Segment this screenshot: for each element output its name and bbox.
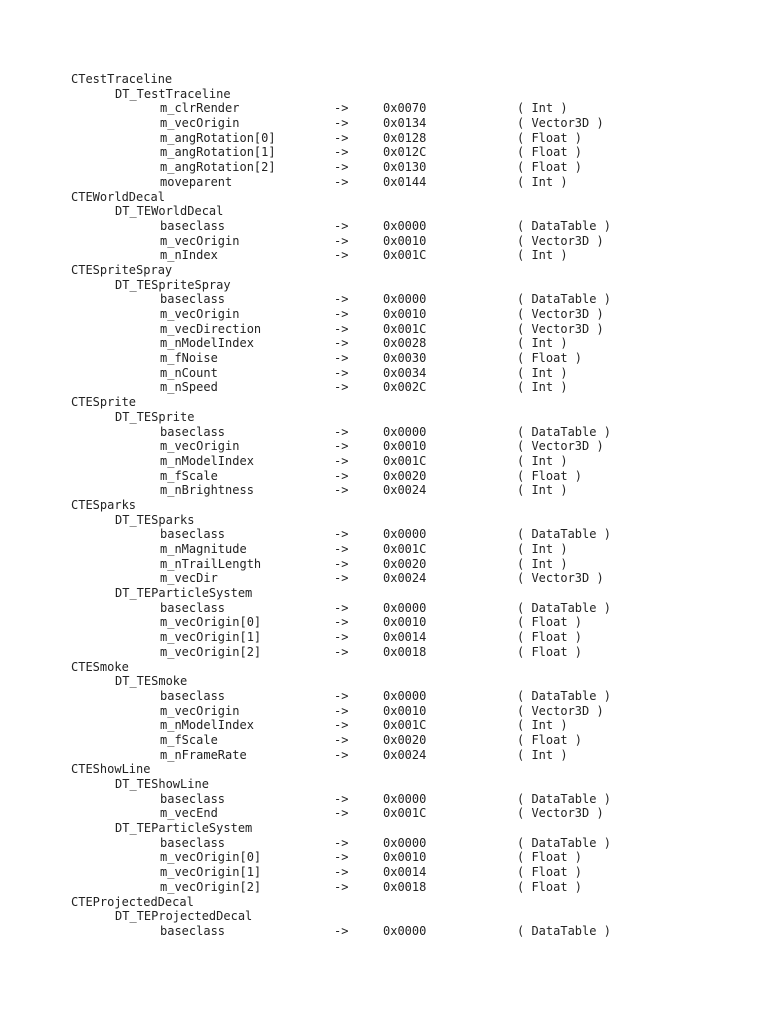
property-row	[0, 748, 768, 763]
property-type: ( Int )	[517, 380, 568, 395]
property-row	[0, 630, 768, 645]
property-arrow: ->	[334, 130, 349, 145]
property-type: ( Int )	[517, 718, 568, 733]
property-row	[0, 454, 768, 469]
property-name: m_vecOrigin[1]	[160, 865, 262, 880]
property-offset: 0x001C	[383, 453, 427, 468]
property-name: baseclass	[160, 218, 226, 233]
property-type: ( Float )	[517, 160, 583, 175]
property-row	[0, 234, 768, 249]
property-name: m_angRotation[2]	[160, 160, 276, 175]
property-type: ( DataTable )	[517, 527, 611, 542]
property-offset: 0x0018	[383, 644, 427, 659]
property-offset: 0x001C	[383, 806, 427, 821]
property-row	[0, 571, 768, 586]
property-name: m_nTrailLength	[160, 556, 262, 571]
property-offset: 0x0128	[383, 130, 427, 145]
property-row	[0, 307, 768, 322]
datatable-name-line: DT_TESprite	[115, 409, 195, 424]
property-offset: 0x0028	[383, 336, 427, 351]
property-name: m_fScale	[160, 468, 218, 483]
netvar-dump-document	[0, 72, 768, 939]
property-type: ( Vector3D )	[517, 571, 604, 586]
property-offset: 0x0024	[383, 483, 427, 498]
property-offset: 0x0070	[383, 101, 427, 116]
property-name: m_nCount	[160, 365, 218, 380]
property-row	[0, 322, 768, 337]
property-type: ( Int )	[517, 101, 568, 116]
property-offset: 0x0134	[383, 116, 427, 131]
property-arrow: ->	[334, 101, 349, 116]
property-row	[0, 145, 768, 160]
property-type: ( Int )	[517, 556, 568, 571]
property-arrow: ->	[334, 718, 349, 733]
property-name: m_vecOrigin	[160, 439, 240, 454]
property-arrow: ->	[334, 732, 349, 747]
property-type: ( Float )	[517, 879, 583, 894]
property-name: moveparent	[160, 174, 233, 189]
property-offset: 0x0014	[383, 630, 427, 645]
property-name: m_vecDirection	[160, 321, 262, 336]
property-row	[0, 542, 768, 557]
property-arrow: ->	[334, 850, 349, 865]
property-row	[0, 292, 768, 307]
class-name-line: CTestTraceline	[71, 72, 173, 86]
property-arrow: ->	[334, 116, 349, 131]
datatable-name-line: DT_TESmoke	[115, 674, 188, 689]
property-name: m_angRotation[0]	[160, 130, 276, 145]
datatable-name-line: DT_TEParticleSystem	[115, 586, 253, 601]
class-name-line: CTESmoke	[71, 659, 129, 674]
property-type: ( Float )	[517, 615, 583, 630]
property-arrow: ->	[334, 806, 349, 821]
property-offset: 0x0010	[383, 439, 427, 454]
class-name-line: CTEProjectedDecal	[71, 894, 194, 909]
datatable-name-line: DT_TEParticleSystem	[115, 821, 253, 836]
property-arrow: ->	[334, 865, 349, 880]
property-name: m_vecOrigin	[160, 703, 240, 718]
property-name: baseclass	[160, 791, 226, 806]
property-offset: 0x0010	[383, 615, 427, 630]
property-arrow: ->	[334, 292, 349, 307]
property-offset: 0x001C	[383, 248, 427, 263]
property-offset: 0x0000	[383, 791, 427, 806]
property-name: m_fNoise	[160, 351, 218, 366]
property-type: ( Vector3D )	[517, 307, 604, 321]
property-offset: 0x0010	[383, 703, 427, 718]
property-name: m_nMagnitude	[160, 542, 247, 556]
property-row	[0, 865, 768, 880]
property-row	[0, 689, 768, 704]
property-name: m_vecOrigin[1]	[160, 630, 262, 645]
property-offset: 0x0024	[383, 571, 427, 586]
datatable-name-line: DT_TESparks	[115, 512, 195, 527]
property-name: m_angRotation[1]	[160, 145, 276, 160]
property-offset: 0x0000	[383, 424, 427, 439]
property-arrow: ->	[334, 248, 349, 263]
property-offset: 0x0030	[383, 351, 427, 366]
property-row	[0, 806, 768, 821]
property-row	[0, 469, 768, 484]
property-arrow: ->	[334, 923, 349, 938]
property-row	[0, 439, 768, 454]
property-offset: 0x0010	[383, 307, 427, 321]
property-arrow: ->	[334, 571, 349, 586]
property-arrow: ->	[334, 145, 349, 160]
property-arrow: ->	[334, 542, 349, 556]
datatable-name-line: DT_TESpriteSpray	[115, 277, 231, 292]
property-row	[0, 160, 768, 175]
property-type: ( Int )	[517, 336, 568, 351]
property-name: m_vecOrigin	[160, 116, 240, 131]
property-type: ( DataTable )	[517, 923, 611, 938]
property-type: ( DataTable )	[517, 292, 611, 307]
datatable-name-line: DT_TEProjectedDecal	[115, 909, 253, 924]
property-arrow: ->	[334, 703, 349, 718]
property-type: ( Float )	[517, 351, 583, 366]
property-row	[0, 131, 768, 146]
property-offset: 0x0014	[383, 865, 427, 880]
property-arrow: ->	[334, 688, 349, 703]
property-name: m_nModelIndex	[160, 336, 254, 351]
property-offset: 0x0000	[383, 600, 427, 615]
property-name: m_vecOrigin[2]	[160, 644, 262, 659]
property-row	[0, 645, 768, 660]
property-type: ( Int )	[517, 174, 568, 189]
property-name: m_vecDir	[160, 571, 218, 586]
property-row	[0, 557, 768, 572]
property-row	[0, 483, 768, 498]
property-name: baseclass	[160, 424, 226, 439]
property-arrow: ->	[334, 351, 349, 366]
class-name-line: CTEShowLine	[71, 762, 151, 777]
property-offset: 0x0000	[383, 292, 427, 307]
property-row	[0, 425, 768, 440]
property-type: ( Int )	[517, 453, 568, 468]
property-arrow: ->	[334, 321, 349, 336]
class-name-line: CTESpriteSpray	[71, 262, 173, 277]
property-arrow: ->	[334, 233, 349, 248]
property-name: m_fScale	[160, 732, 218, 747]
property-arrow: ->	[334, 747, 349, 762]
property-offset: 0x001C	[383, 321, 427, 336]
property-name: m_nIndex	[160, 248, 218, 263]
property-row	[0, 527, 768, 542]
property-name: baseclass	[160, 688, 226, 703]
property-arrow: ->	[334, 307, 349, 321]
property-row	[0, 380, 768, 395]
property-row	[0, 615, 768, 630]
property-type: ( Float )	[517, 130, 583, 145]
property-arrow: ->	[334, 615, 349, 630]
property-row	[0, 880, 768, 895]
property-offset: 0x001C	[383, 542, 427, 556]
property-arrow: ->	[334, 336, 349, 351]
property-type: ( Vector3D )	[517, 703, 604, 718]
property-name: baseclass	[160, 923, 226, 938]
property-name: m_nFrameRate	[160, 747, 247, 762]
property-arrow: ->	[334, 365, 349, 380]
property-offset: 0x0000	[383, 835, 427, 850]
property-arrow: ->	[334, 556, 349, 571]
property-name: m_nModelIndex	[160, 718, 254, 733]
property-type: ( Vector3D )	[517, 233, 604, 248]
property-offset: 0x001C	[383, 718, 427, 733]
property-offset: 0x0020	[383, 468, 427, 483]
property-row	[0, 219, 768, 234]
datatable-name-line: DT_TestTraceline	[115, 86, 231, 101]
property-type: ( Float )	[517, 865, 583, 880]
property-type: ( Float )	[517, 732, 583, 747]
property-name: m_vecOrigin[2]	[160, 879, 262, 894]
property-offset: 0x0020	[383, 732, 427, 747]
property-offset: 0x0024	[383, 747, 427, 762]
property-type: ( Int )	[517, 248, 568, 263]
property-name: m_nSpeed	[160, 380, 218, 395]
property-row	[0, 704, 768, 719]
property-offset: 0x0020	[383, 556, 427, 571]
property-arrow: ->	[334, 218, 349, 233]
property-name: baseclass	[160, 600, 226, 615]
property-arrow: ->	[334, 527, 349, 542]
class-name-line: CTEWorldDecal	[71, 189, 165, 204]
property-arrow: ->	[334, 160, 349, 175]
property-name: m_vecOrigin	[160, 233, 240, 248]
property-offset: 0x0130	[383, 160, 427, 175]
property-type: ( Vector3D )	[517, 116, 604, 131]
property-arrow: ->	[334, 380, 349, 395]
property-arrow: ->	[334, 453, 349, 468]
class-name-line: CTESprite	[71, 395, 137, 410]
property-name: m_nModelIndex	[160, 453, 254, 468]
property-type: ( Float )	[517, 468, 583, 483]
property-arrow: ->	[334, 879, 349, 894]
property-row	[0, 733, 768, 748]
property-offset: 0x0144	[383, 174, 427, 189]
property-name: baseclass	[160, 835, 226, 850]
property-row	[0, 792, 768, 807]
property-offset: 0x0010	[383, 233, 427, 248]
datatable-name-line: DT_TEShowLine	[115, 777, 209, 791]
property-row	[0, 101, 768, 116]
property-type: ( DataTable )	[517, 424, 611, 439]
property-row	[0, 366, 768, 381]
property-type: ( DataTable )	[517, 600, 611, 615]
property-offset: 0x0000	[383, 218, 427, 233]
property-type: ( Int )	[517, 747, 568, 762]
property-type: ( Vector3D )	[517, 806, 604, 821]
property-type: ( Vector3D )	[517, 321, 604, 336]
datatable-name-line: DT_TEWorldDecal	[115, 204, 224, 219]
property-offset: 0x0000	[383, 527, 427, 542]
property-type: ( Int )	[517, 483, 568, 498]
property-name: m_clrRender	[160, 101, 240, 116]
property-offset: 0x0034	[383, 365, 427, 380]
property-row	[0, 116, 768, 131]
property-type: ( Float )	[517, 850, 583, 865]
property-type: ( Int )	[517, 365, 568, 380]
property-row	[0, 850, 768, 865]
property-row	[0, 336, 768, 351]
property-row	[0, 351, 768, 366]
property-arrow: ->	[334, 483, 349, 498]
property-offset: 0x0000	[383, 923, 427, 938]
class-name-line: CTESparks	[71, 497, 137, 512]
property-row	[0, 175, 768, 190]
property-type: ( DataTable )	[517, 791, 611, 806]
property-type: ( Vector3D )	[517, 439, 604, 454]
property-name: m_vecOrigin[0]	[160, 615, 262, 630]
property-arrow: ->	[334, 468, 349, 483]
property-arrow: ->	[334, 644, 349, 659]
property-type: ( Int )	[517, 542, 568, 556]
property-row	[0, 248, 768, 263]
property-name: baseclass	[160, 527, 226, 542]
property-name: m_nBrightness	[160, 483, 254, 498]
property-name: m_vecEnd	[160, 806, 218, 821]
property-row	[0, 601, 768, 616]
property-offset: 0x0000	[383, 688, 427, 703]
property-type: ( Float )	[517, 145, 583, 160]
property-offset: 0x0018	[383, 879, 427, 894]
property-arrow: ->	[334, 791, 349, 806]
property-name: m_vecOrigin[0]	[160, 850, 262, 865]
property-type: ( DataTable )	[517, 835, 611, 850]
property-type: ( DataTable )	[517, 218, 611, 233]
property-name: m_vecOrigin	[160, 307, 240, 321]
property-arrow: ->	[334, 600, 349, 615]
property-arrow: ->	[334, 424, 349, 439]
property-row	[0, 924, 768, 939]
property-arrow: ->	[334, 835, 349, 850]
property-type: ( DataTable )	[517, 688, 611, 703]
property-row	[0, 718, 768, 733]
property-arrow: ->	[334, 174, 349, 189]
property-offset: 0x012C	[383, 145, 427, 160]
property-offset: 0x0010	[383, 850, 427, 865]
property-type: ( Float )	[517, 644, 583, 659]
property-row	[0, 836, 768, 851]
property-offset: 0x002C	[383, 380, 427, 395]
property-type: ( Float )	[517, 630, 583, 645]
property-arrow: ->	[334, 439, 349, 454]
property-name: baseclass	[160, 292, 226, 307]
property-arrow: ->	[334, 630, 349, 645]
